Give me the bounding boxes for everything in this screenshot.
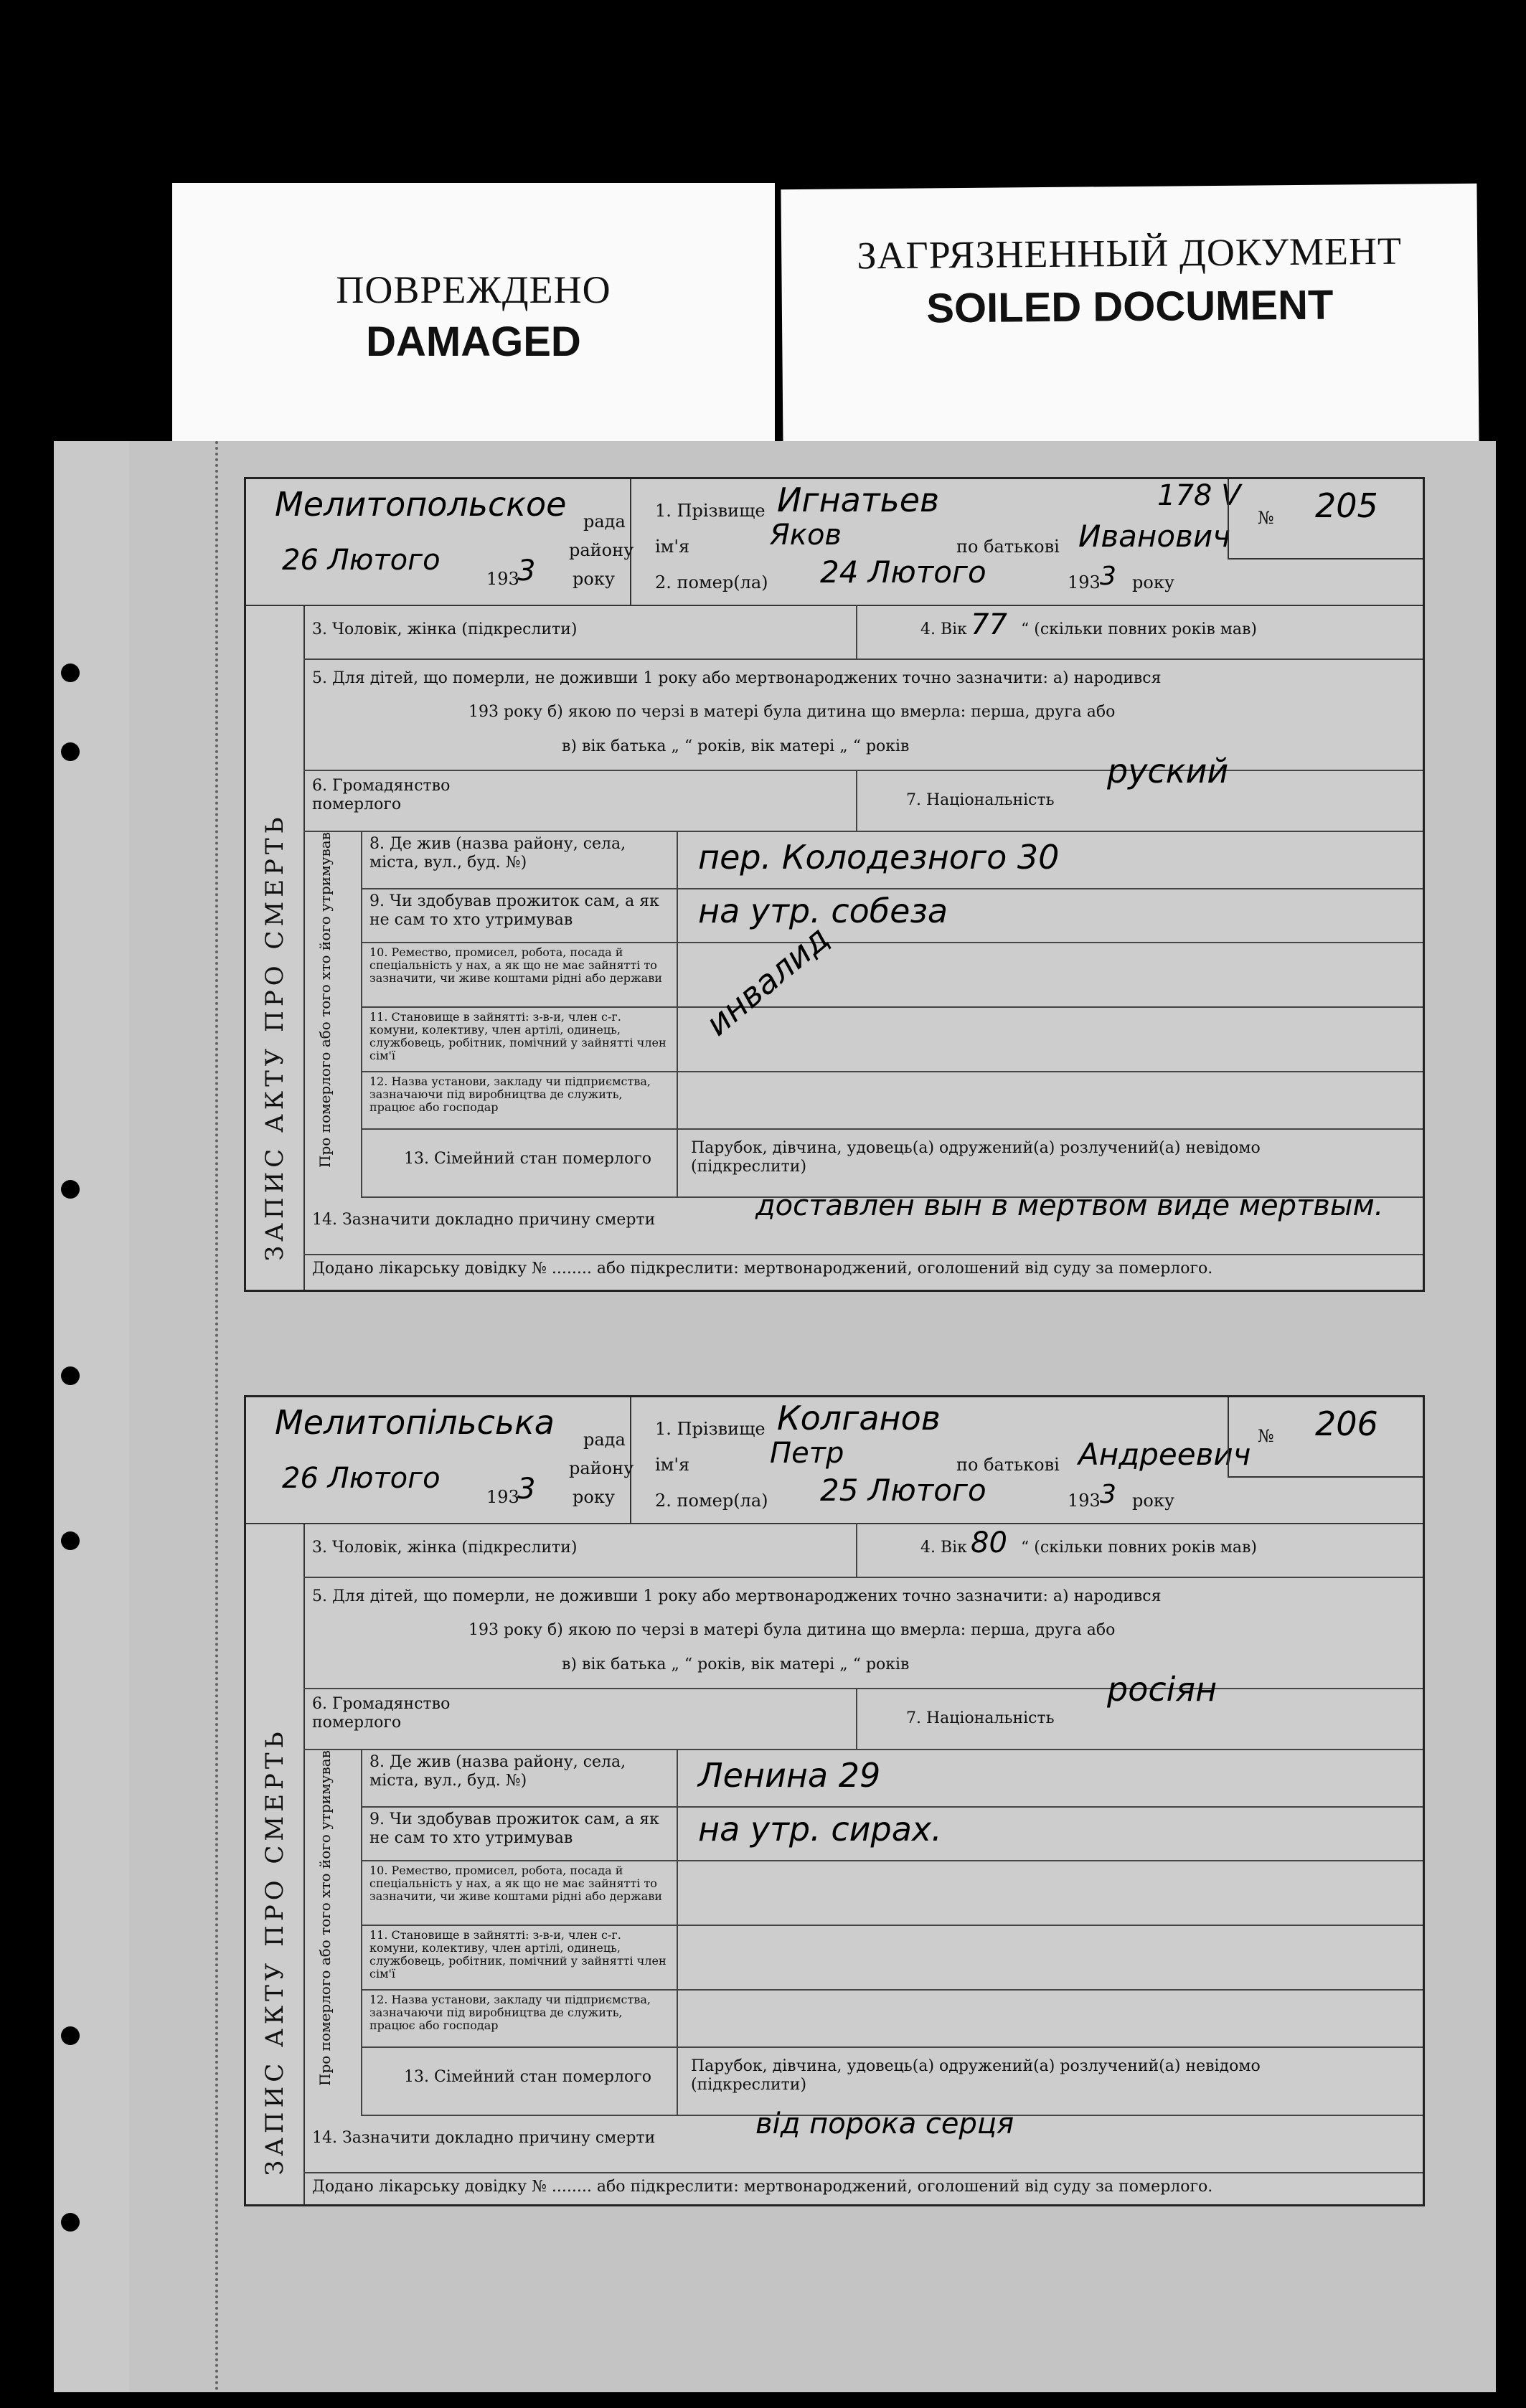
record-number-box [1228,479,1423,559]
row-9 [361,1806,1423,1861]
field-6-label: 6. Громадянство померлого [312,777,451,813]
row-14 [303,1189,1423,1255]
hw-nationality: росіян [1107,1670,1217,1709]
field-12-label: 12. Назва установи, закладу чи підприємства, зазначаючи під виробництва де служить, працює або господар [369,1075,651,1114]
row-5 [303,1577,1423,1689]
death-record-card [244,1395,1425,2206]
rada-box [246,1397,634,1523]
row-10 [361,1860,1423,1926]
binding-hole [61,2026,80,2045]
subsection-title [303,1749,362,2115]
field-4-suffix: “ (скільки повних років мав) [1021,1539,1258,1557]
binding-hole [61,2213,80,2232]
field-3-label: 3. Чоловік, жінка (підкреслити) [312,620,578,638]
field-5-line-b: 193 року б) якою по черзі в матері була дитина що вмерла: перша, друга або [468,1621,1116,1639]
imia-label: ім'я [655,1455,690,1475]
row-13 [361,1128,1423,1198]
damaged-label-ru: ПОВРЕЖДЕНО [336,268,611,311]
divider [677,1749,678,1806]
footer-text: Додано лікарську довідку № ........ або підкреслити: мертвонароджений, оголошений від суду за померлого. [312,1260,1213,1278]
soiled-label [781,184,1479,451]
field-10-label: 10. Ремество, промисел, робота, посада й спеціальність у нах, а як що не має зайнятті то зазначити, чи живе коштами рідні або держави [369,945,662,985]
footer-text: Додано лікарську довідку № ........ або підкреслити: мертвонароджений, оголошений від суду за померлого. [312,2178,1213,2196]
rada-label: рада [583,1430,626,1450]
divider [677,831,678,888]
binding-hole [61,1531,80,1550]
binding-hole [61,742,80,761]
divider [677,888,678,942]
row-5 [303,658,1423,771]
field-4-label: 4. Вік [920,620,967,638]
hw-occupation: инвалид [698,918,837,1044]
number-sign: № [1258,1426,1274,1446]
hw-cause: від порока серця [755,2107,1014,2140]
divider [856,1688,857,1749]
death-roku-label: року [1132,572,1174,592]
damaged-label-en: DAMAGED [366,318,581,365]
field-4-label: 4. Вік [920,1539,967,1557]
row-6-7 [303,752,1423,832]
field-13-label: 13. Сімейний стан померлого [404,1150,652,1168]
field-2-label: 2. помер(ла) [655,572,768,592]
hw-record-number: 205 [1315,486,1378,525]
divider [677,1128,678,1196]
hw-nationality: руский [1107,752,1229,790]
hw-death-date: 24 Лютого [820,554,986,590]
field-13-options: Парубок, дівчина, удовець(а) одружений(а) розлучений(а) невідомо (підкреслити) [691,2057,1261,2094]
card-header [246,479,1423,606]
field-7-label: 7. Національність [906,791,1055,809]
hw-residence: пер. Колодезного 30 [698,838,1060,877]
roku-label: року [573,569,615,589]
footer-row [303,2172,1423,2201]
field-5-line-a: 5. Для дітей, що померли, не доживши 1 року або мертвонароджених точно зазначити: а) народився [312,1587,1162,1605]
roku-label: року [573,1487,615,1507]
hw-cause: доставлен вын в мертвом виде мертвым. [755,1189,1384,1222]
side-title [246,1523,305,2204]
binding-hole [61,664,80,682]
divider [677,1860,678,1925]
hw-patronymic: Андреевич [1078,1437,1251,1472]
death-year-prefix: 193 [1068,572,1101,592]
death-roku-label: року [1132,1491,1174,1511]
rada-label: рада [583,511,626,532]
row-12 [361,1071,1423,1130]
hw-name: Яков [770,519,842,552]
hw-support: на утр. сирах. [698,1810,942,1849]
divider [856,605,857,658]
hw-age: 80 [971,1526,1007,1559]
subsection-title [303,831,362,1196]
field-8-label: 8. Де жив (назва району, села, міста, вул., буд. №) [369,835,626,872]
field-11-label: 11. Становище в зайнятті: з-в-и, член с-г. комуни, колективу, член артілі, одинець, службовець, робітник, помічний у зайнятті член сім'ї [369,1010,667,1062]
subsection-title-text: Про померлого або того хто його утримував [316,1750,334,2086]
damaged-label [172,183,775,445]
row-6-7 [303,1670,1423,1750]
field-5-line-c: в) вік батька „ “ років, вік матері „ “ років [562,1656,910,1673]
binding-hole [61,1180,80,1199]
row-3-4 [303,605,1423,660]
side-title [246,605,305,1290]
hw-date: 26 Лютого [282,544,441,577]
imia-label: ім'я [655,537,690,557]
field-6-label: 6. Громадянство померлого [312,1695,451,1732]
hw-death-year: 3 [1100,562,1116,591]
hw-death-date: 25 Лютого [820,1473,986,1508]
field-7-label: 7. Національність [906,1709,1055,1727]
hw-age: 77 [971,608,1007,641]
hw-year-digit: 3 [517,554,536,587]
raionu-label: району [569,540,634,560]
raionu-label: району [569,1458,634,1478]
hw-date: 26 Лютого [282,1462,441,1495]
row-11 [361,1925,1423,1991]
rada-box [246,479,634,605]
footer-row [303,1254,1423,1283]
field-13-options: Парубок, дівчина, удовець(а) одружений(а) розлучений(а) невідомо (підкреслити) [691,1139,1261,1176]
field-14-label: 14. Зазначити докладно причину смерти [312,1211,656,1229]
death-year-prefix: 193 [1068,1491,1101,1511]
divider [856,770,857,831]
field-14-label: 14. Зазначити докладно причину смерти [312,2129,656,2147]
binding-hole [61,1366,80,1385]
field-3-label: 3. Чоловік, жінка (підкреслити) [312,1539,578,1557]
divider [677,942,678,1006]
hw-residence: Ленина 29 [698,1756,881,1795]
hw-rada: Мелитопільська [275,1403,555,1442]
record-number-box [1228,1397,1423,1478]
divider [677,1006,678,1071]
row-12 [361,1989,1423,2048]
field-1-label: 1. Прізвище [655,1419,766,1439]
divider [856,1523,857,1577]
po-batkovi-label: по батькові [956,1455,1060,1475]
row-13 [361,2046,1423,2116]
field-11-label: 11. Становище в зайнятті: з-в-и, член с-г. комуни, колективу, член артілі, одинець, службовець, робітник, помічний у зайнятті член сім'ї [369,1928,667,1980]
field-5-line-a: 5. Для дітей, що померли, не доживши 1 року або мертвонароджених точно зазначити: а) народився [312,669,1162,687]
row-3-4 [303,1523,1423,1578]
hw-rada: Мелитопольское [275,485,567,524]
year-prefix: 193 [486,569,519,589]
po-batkovi-label: по батькові [956,537,1060,557]
hw-patronymic: Иванович [1078,519,1230,554]
field-9-label: 9. Чи здобував прожиток сам, а як не сам то хто утримував [369,892,659,929]
death-record-card [244,477,1425,1292]
hw-surname: Игнатьев [777,481,940,519]
divider [677,1071,678,1128]
hw-year-digit: 3 [517,1473,536,1506]
row-10 [361,942,1423,1008]
divider [677,2046,678,2115]
soiled-label-en: SOILED DOCUMENT [926,281,1334,332]
divider [677,1806,678,1860]
field-10-label: 10. Ремество, промисел, робота, посада й спеціальність у нах, а як що не має зайнятті то зазначити, чи живе коштами рідні або держави [369,1864,662,1903]
hw-marks: 178 V [1157,479,1241,512]
subsection-title-text: Про померлого або того хто його утримував [316,832,334,1168]
soiled-label-ru: ЗАГРЯЗНЕННЫЙ ДОКУМЕНТ [857,229,1403,278]
year-prefix: 193 [486,1487,519,1507]
hw-surname: Колганов [777,1399,941,1437]
field-5-line-c: в) вік батька „ “ років, вік матері „ “ років [562,737,910,755]
row-8 [361,1749,1423,1808]
side-title-text: ЗАПИС АКТУ ПРО СМЕРТЬ [260,813,289,1261]
field-9-label: 9. Чи здобував прожиток сам, а як не сам то хто утримував [369,1810,659,1847]
hw-support: на утр. собеза [698,892,948,930]
side-title-text: ЗАПИС АКТУ ПРО СМЕРТЬ [260,1727,289,2176]
hw-name: Петр [770,1437,844,1470]
field-4-suffix: “ (скільки повних років мав) [1021,620,1258,638]
hw-death-year: 3 [1100,1480,1116,1509]
row-14 [303,2107,1423,2173]
divider [677,1989,678,2046]
divider [677,1925,678,1989]
hw-record-number: 206 [1315,1404,1378,1443]
field-8-label: 8. Де жив (назва району, села, міста, вул., буд. №) [369,1753,626,1790]
row-8 [361,831,1423,889]
row-9 [361,888,1423,943]
field-2-label: 2. помер(ла) [655,1491,768,1511]
card-header [246,1397,1423,1524]
field-13-label: 13. Сімейний стан померлого [404,2068,652,2086]
field-12-label: 12. Назва установи, закладу чи підприємства, зазначаючи під виробництва де служить, працює або господар [369,1993,651,2032]
number-sign: № [1258,508,1274,528]
field-1-label: 1. Прізвище [655,501,766,521]
field-5-line-b: 193 року б) якою по черзі в матері була дитина що вмерла: перша, друга або [468,703,1116,721]
